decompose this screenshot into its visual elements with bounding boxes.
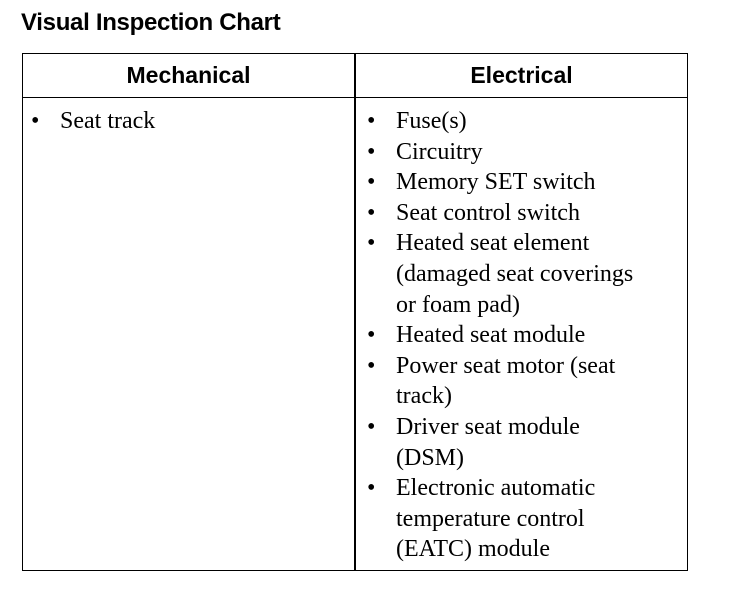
electrical-column-header: Electrical <box>470 61 573 88</box>
list-item-line: Electronic automatic <box>396 475 596 502</box>
bullet-icon: • <box>31 108 40 134</box>
list-item <box>367 412 683 473</box>
list-item-line: Seat control switch <box>396 199 580 226</box>
bullet-icon: • <box>367 108 376 134</box>
list-item-line: Fuse(s) <box>396 108 467 134</box>
list-item <box>367 106 683 137</box>
inspection-table <box>22 53 688 571</box>
mechanical-list <box>31 106 341 137</box>
list-item-line: Heated seat module <box>396 322 586 349</box>
bullet-icon: • <box>367 230 376 257</box>
list-item <box>367 228 683 320</box>
list-item-line: Circuitry <box>396 138 483 165</box>
chart-title: Visual Inspection Chart <box>21 9 281 36</box>
list-item-line: Seat track <box>60 108 156 134</box>
mechanical-column-header: Mechanical <box>126 61 251 88</box>
column-divider <box>354 54 356 570</box>
bullet-icon: • <box>367 413 376 440</box>
list-item <box>367 167 683 198</box>
list-item <box>367 198 683 229</box>
bullet-icon: • <box>367 199 376 226</box>
list-item <box>367 320 683 351</box>
list-item-line: Memory SET switch <box>396 169 596 196</box>
list-item-line: Heated seat element <box>396 230 590 257</box>
list-item-line: Driver seat module <box>396 413 580 440</box>
list-item <box>31 106 341 137</box>
list-item-line: (EATC) module <box>396 536 550 563</box>
list-item-line: Power seat motor (seat <box>396 352 616 379</box>
list-item-line: track) <box>396 383 452 410</box>
bullet-icon: • <box>367 322 376 349</box>
bullet-icon: • <box>367 169 376 196</box>
list-item-line: (DSM) <box>396 444 465 471</box>
list-item-line: or foam pad) <box>396 291 520 318</box>
list-item <box>367 137 683 168</box>
list-item-line: temperature control <box>396 505 585 532</box>
electrical-list <box>367 106 683 565</box>
list-item <box>367 473 683 565</box>
bullet-icon: • <box>367 138 376 165</box>
list-item-line: (damaged seat coverings <box>396 260 634 287</box>
bullet-icon: • <box>367 475 376 502</box>
bullet-icon: • <box>367 352 376 379</box>
list-item <box>367 351 683 412</box>
